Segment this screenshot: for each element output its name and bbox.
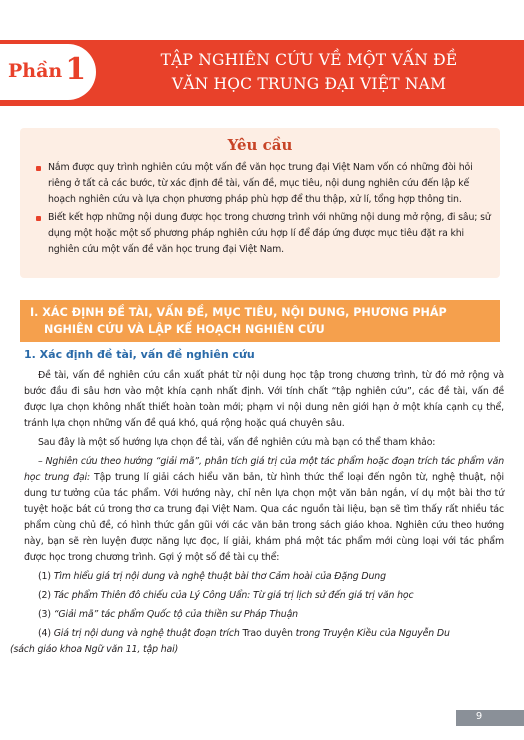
part-label <box>8 52 94 92</box>
section-heading <box>20 300 500 342</box>
requirements-title: Yêu cầu <box>227 136 293 154</box>
example-4 <box>10 626 504 658</box>
subheading: 1. Xác định đề tài, vấn đề nghiên cứu <box>24 348 255 361</box>
requirement-item: Nắm được quy trình nghiên cứu một vấn đề văn học trung đại Việt Nam vốn có những đòi hỏi riêng ở tất cả các bước, từ xác định đề tài, vấn đề, mục tiêu, nội dung nghiên cứu đến lập kế hoạch nghiên cứu và lựa chọn phương pháp phù hợp để thu thập, xử lí, tổng hợp thông tin. <box>34 160 492 208</box>
section-heading-text <box>30 304 496 338</box>
part-title-line1: TẬP NGHIÊN CỨU VỀ MỘT VẤN ĐỀ <box>160 51 458 69</box>
example-number: (4) <box>38 628 51 639</box>
requirements-box <box>20 128 500 278</box>
paragraph-3-body: Tập trung lí giải cách hiểu văn bản, từ hình thức thể loại đến ngôn từ, nghệ thuật, nội dung tư tưởng của tác phẩm. Với hướng này, chỉ nên lựa chọn một văn bản ngắn, ví dụ một bài thơ tứ tuyệt hoặc bát cú trong thơ ca trung đại Việt Nam. Qua các nguồn tài liệu, bạn sẽ tìm thấy rất nhiều tác phẩm cùng chủ đề, có hình thức gần gũi với các văn bản trong sách giáo khoa. Nghiên cứu theo hướng này, bạn sẽ rèn luyện được năng lực đọc, lí giải, khám phá một tác phẩm mới cùng loại với tác phẩm được học trong chương trình. Gợi ý một số đề tài cụ thể: <box>24 472 504 563</box>
section-heading-line1: I. XÁC ĐỊNH ĐỀ TÀI, VẤN ĐỀ, MỤC TIÊU, NỘI DUNG, PHƯƠNG PHÁP <box>30 306 447 319</box>
part-word: Phần <box>8 60 63 82</box>
example-3 <box>24 607 504 623</box>
example-text: Tác phẩm Thiên đô chiếu của Lý Công Uẩn: Từ giá trị lịch sử đến giá trị văn học <box>53 590 414 601</box>
part-title <box>104 48 514 96</box>
paragraph-3 <box>24 454 504 566</box>
example-text-plain: Trao duyên <box>239 628 296 639</box>
example-text: trong Truyện Kiều của Nguyễn Du <box>295 628 450 639</box>
requirements-list <box>34 160 492 258</box>
paragraph-3-lead: – Nghiên cứu theo hướng “giải mã”, phân tích giá trị của một tác phẩm hoặc đoạn trích tác phẩm văn học trung đại: <box>24 456 504 483</box>
example-text: Tìm hiểu giá trị nội dung và nghệ thuật bài thơ Cảm hoài của Đặng Dung <box>53 571 386 582</box>
paragraph-2: Sau đây là một số hướng lựa chọn đề tài, vấn đề nghiên cứu mà bạn có thể tham khảo: <box>38 437 436 448</box>
example-number: (2) <box>38 590 51 601</box>
example-text: Giá trị nội dung và nghệ thuật đoạn trích <box>53 628 240 639</box>
part-title-line2: VĂN HỌC TRUNG ĐẠI VIỆT NAM <box>171 75 447 93</box>
paragraph-1: Đề tài, vấn đề nghiên cứu cần xuất phát từ nội dung học tập trong chương trình, từ đó mở rộng và bước đầu đi sâu hơn vào một khía cạnh nhất định. Với tính chất “tập nghiên cứu”, các đề tài, vấn đề được lựa chọn không nhất thiết hoàn toàn mới; phạm vi nội dung nên giới hạn ở một khía cạnh cụ thể, tránh lựa chọn những vấn đề quá khó, quá rộng hoặc quá chuyên sâu. <box>24 370 504 429</box>
part-number: 1 <box>65 52 87 87</box>
example-2 <box>24 588 504 604</box>
body-text <box>10 368 504 658</box>
example-number: (1) <box>38 571 51 582</box>
requirement-item: Biết kết hợp những nội dung được học trong chương trình với những nội dung mở rộng, đi sâu; sử dụng một hoặc một số phương pháp nghiên cứu hợp lí để đáp ứng được mục tiêu đặt ra khi nghiên cứu một vấn đề văn học trung đại Việt Nam. <box>34 210 492 258</box>
section-heading-line2: NGHIÊN CỨU VÀ LẬP KẾ HOẠCH NGHIÊN CỨU <box>44 323 325 336</box>
example-source: (sách giáo khoa Ngữ văn 11, tập hai) <box>10 644 179 655</box>
example-text: “Giải mã” tác phẩm Quốc tộ của thiền sư Pháp Thuận <box>53 609 298 620</box>
example-1 <box>24 569 504 585</box>
example-number: (3) <box>38 609 51 620</box>
page-number: 9 <box>475 711 483 722</box>
